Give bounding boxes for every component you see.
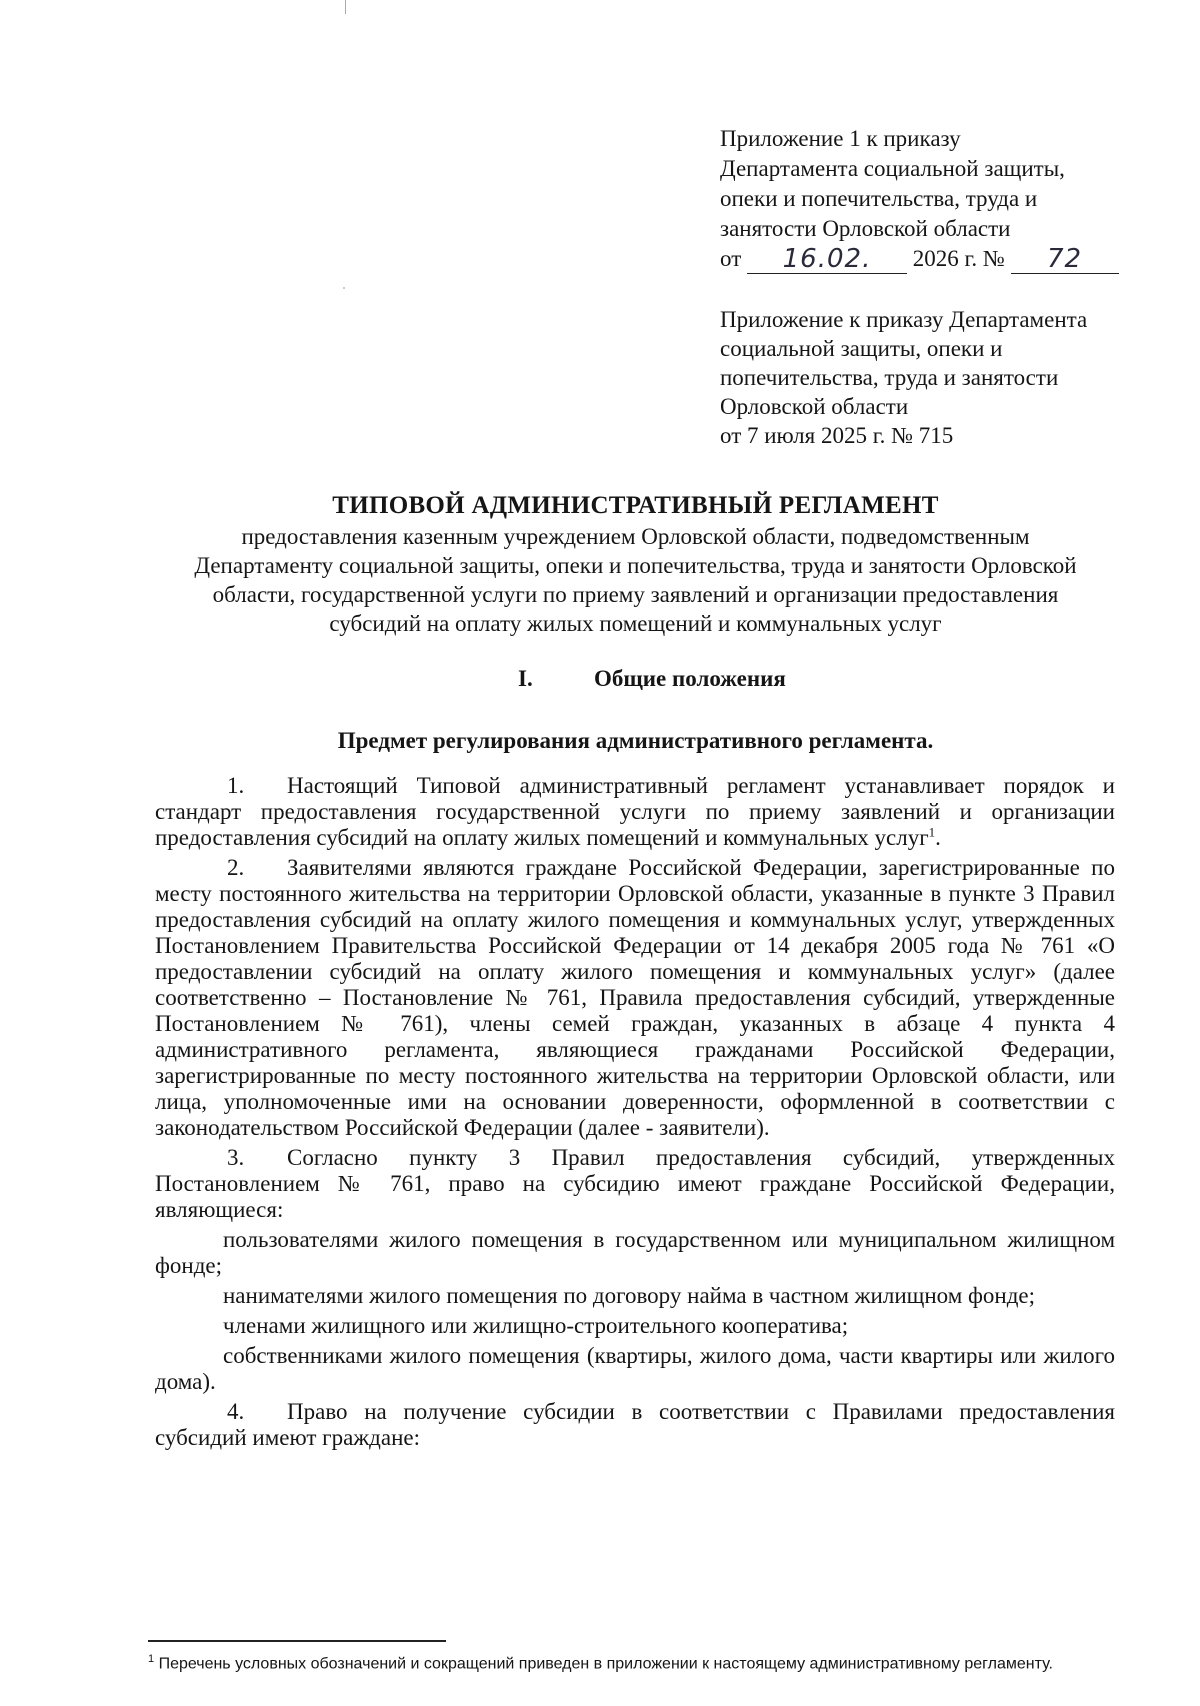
appendix-2-line: попечительства, труда и занятости (720, 365, 1059, 390)
paragraph-number: 3. (227, 1145, 245, 1170)
appendix-1-line: занятости Орловской области (720, 216, 1011, 241)
section-number: I. (518, 666, 533, 691)
year-number-label: 2026 г. № (912, 246, 1005, 271)
appendix-1-line: Департамента социальной защиты, (720, 156, 1065, 181)
appendix-1-line: Приложение 1 к приказу (720, 126, 961, 151)
footnote-text: Перечень условных обозначений и сокращений приведен в приложении к настоящему административному регламенту. (154, 1655, 1053, 1673)
paragraph-text: Заявителями являются граждане Российской Федерации, зарегистрированные по месту постоянного жительства на территории Орловской области, указанные в пункте 3 Правил предоставления субсидий на оплату жилого помещения и коммунальных услуг, утвержденных Постановлением Правительства Российской Федерации от 14 декабря 2005 года № 761 «О предоставлении субсидий на оплату жилого помещения и коммунальных услуг» (далее соответственно – Постановление № 761, Правила предоставления субсидий, утвержденные Постановлением № 761), члены семей граждан, указанных в абзаце 4 пункта 4 административного регламента, являющиеся гражданами Российской Федерации, зарегистрированные по месту постоянного жительства на территории Орловской области, или лица, уполномоченные ими на основании доверенности, оформленной в соответствии с законодательством Российской Федерации (далее - заявители). (155, 855, 1115, 1140)
document-title-block (148, 490, 1123, 638)
section-title: Общие положения (594, 666, 786, 691)
list-item: пользователями жилого помещения в государственном или муниципальном жилищном фонде; (155, 1227, 1115, 1278)
appendix-1-line: опеки и попечительства, труда и (720, 186, 1038, 211)
paragraph-number: 1. (227, 773, 245, 798)
paragraph-1 (155, 773, 1115, 851)
list-item: членами жилищного или жилищно-строительного кооператива; (223, 1313, 849, 1338)
paragraph-text: Право на получение субсидии в соответствии с Правилами предоставления субсидий имеют граждане: (155, 1399, 1115, 1450)
appendix-2-block (720, 305, 1140, 450)
appendix-2-line: Приложение к приказу Департамента (720, 307, 1088, 332)
number-blank (1011, 245, 1119, 274)
paragraph-number: 4. (227, 1399, 245, 1424)
document-title: ТИПОВОЙ АДМИНИСТРАТИВНЫЙ РЕГЛАМЕНТ (332, 492, 939, 519)
list-item: собственниками жилого помещения (квартиры, жилого дома, части квартиры или жилого дома). (155, 1343, 1115, 1394)
appendix-1-date-line (720, 244, 1140, 274)
body-text (155, 773, 1115, 1455)
footnote-separator (148, 1640, 446, 1642)
subheading: Предмет регулирования административного регламента. (337, 728, 934, 753)
handwritten-number: 72 (1047, 244, 1083, 274)
paragraph-number: 2. (227, 855, 245, 880)
footnote-ref: 1 (928, 824, 936, 840)
scan-artifact-dot (343, 287, 345, 289)
title-subline: Департаменту социальной защиты, опеки и попечительства, труда и занятости Орловской (194, 553, 1077, 578)
paragraph-text: Согласно пункту 3 Правил предоставления субсидий, утвержденных Постановлением № 761, право на субсидию имеют граждане Российской Федерации, являющиеся: (155, 1145, 1115, 1222)
title-subline: субсидий на оплату жилых помещений и коммунальных услуг (329, 611, 942, 636)
handwritten-date: 16.02. (782, 244, 872, 274)
footnote-mark: 1 (148, 1653, 155, 1665)
footnote (148, 1648, 1113, 1675)
list-item: нанимателями жилого помещения по договору найма в частном жилищном фонде; (223, 1283, 1036, 1308)
date-blank (747, 245, 907, 274)
paragraph-end: . (935, 825, 941, 850)
appendix-2-line: от 7 июля 2025 г. № 715 (720, 423, 954, 448)
title-subline: предоставления казенным учреждением Орловской области, подведомственным (241, 524, 1030, 549)
appendix-2-line: Орловской области (720, 394, 909, 419)
paragraph-text: Настоящий Типовой административный регламент устанавливает порядок и стандарт предоставления государственной услуги по приему заявлений и организации предоставления субсидий на оплату жилых помещений и коммунальных услуг (155, 773, 1115, 850)
title-subline: области, государственной услуги по приему заявлений и организации предоставления (212, 582, 1059, 607)
date-prefix: от (720, 246, 742, 271)
paragraph-3 (155, 1145, 1115, 1223)
paragraph-4 (155, 1399, 1115, 1451)
appendix-1-stamp-block (720, 124, 1140, 274)
appendix-2-line: социальной защиты, опеки и (720, 336, 1003, 361)
scan-artifact-line (345, 0, 346, 14)
paragraph-2 (155, 855, 1115, 1141)
